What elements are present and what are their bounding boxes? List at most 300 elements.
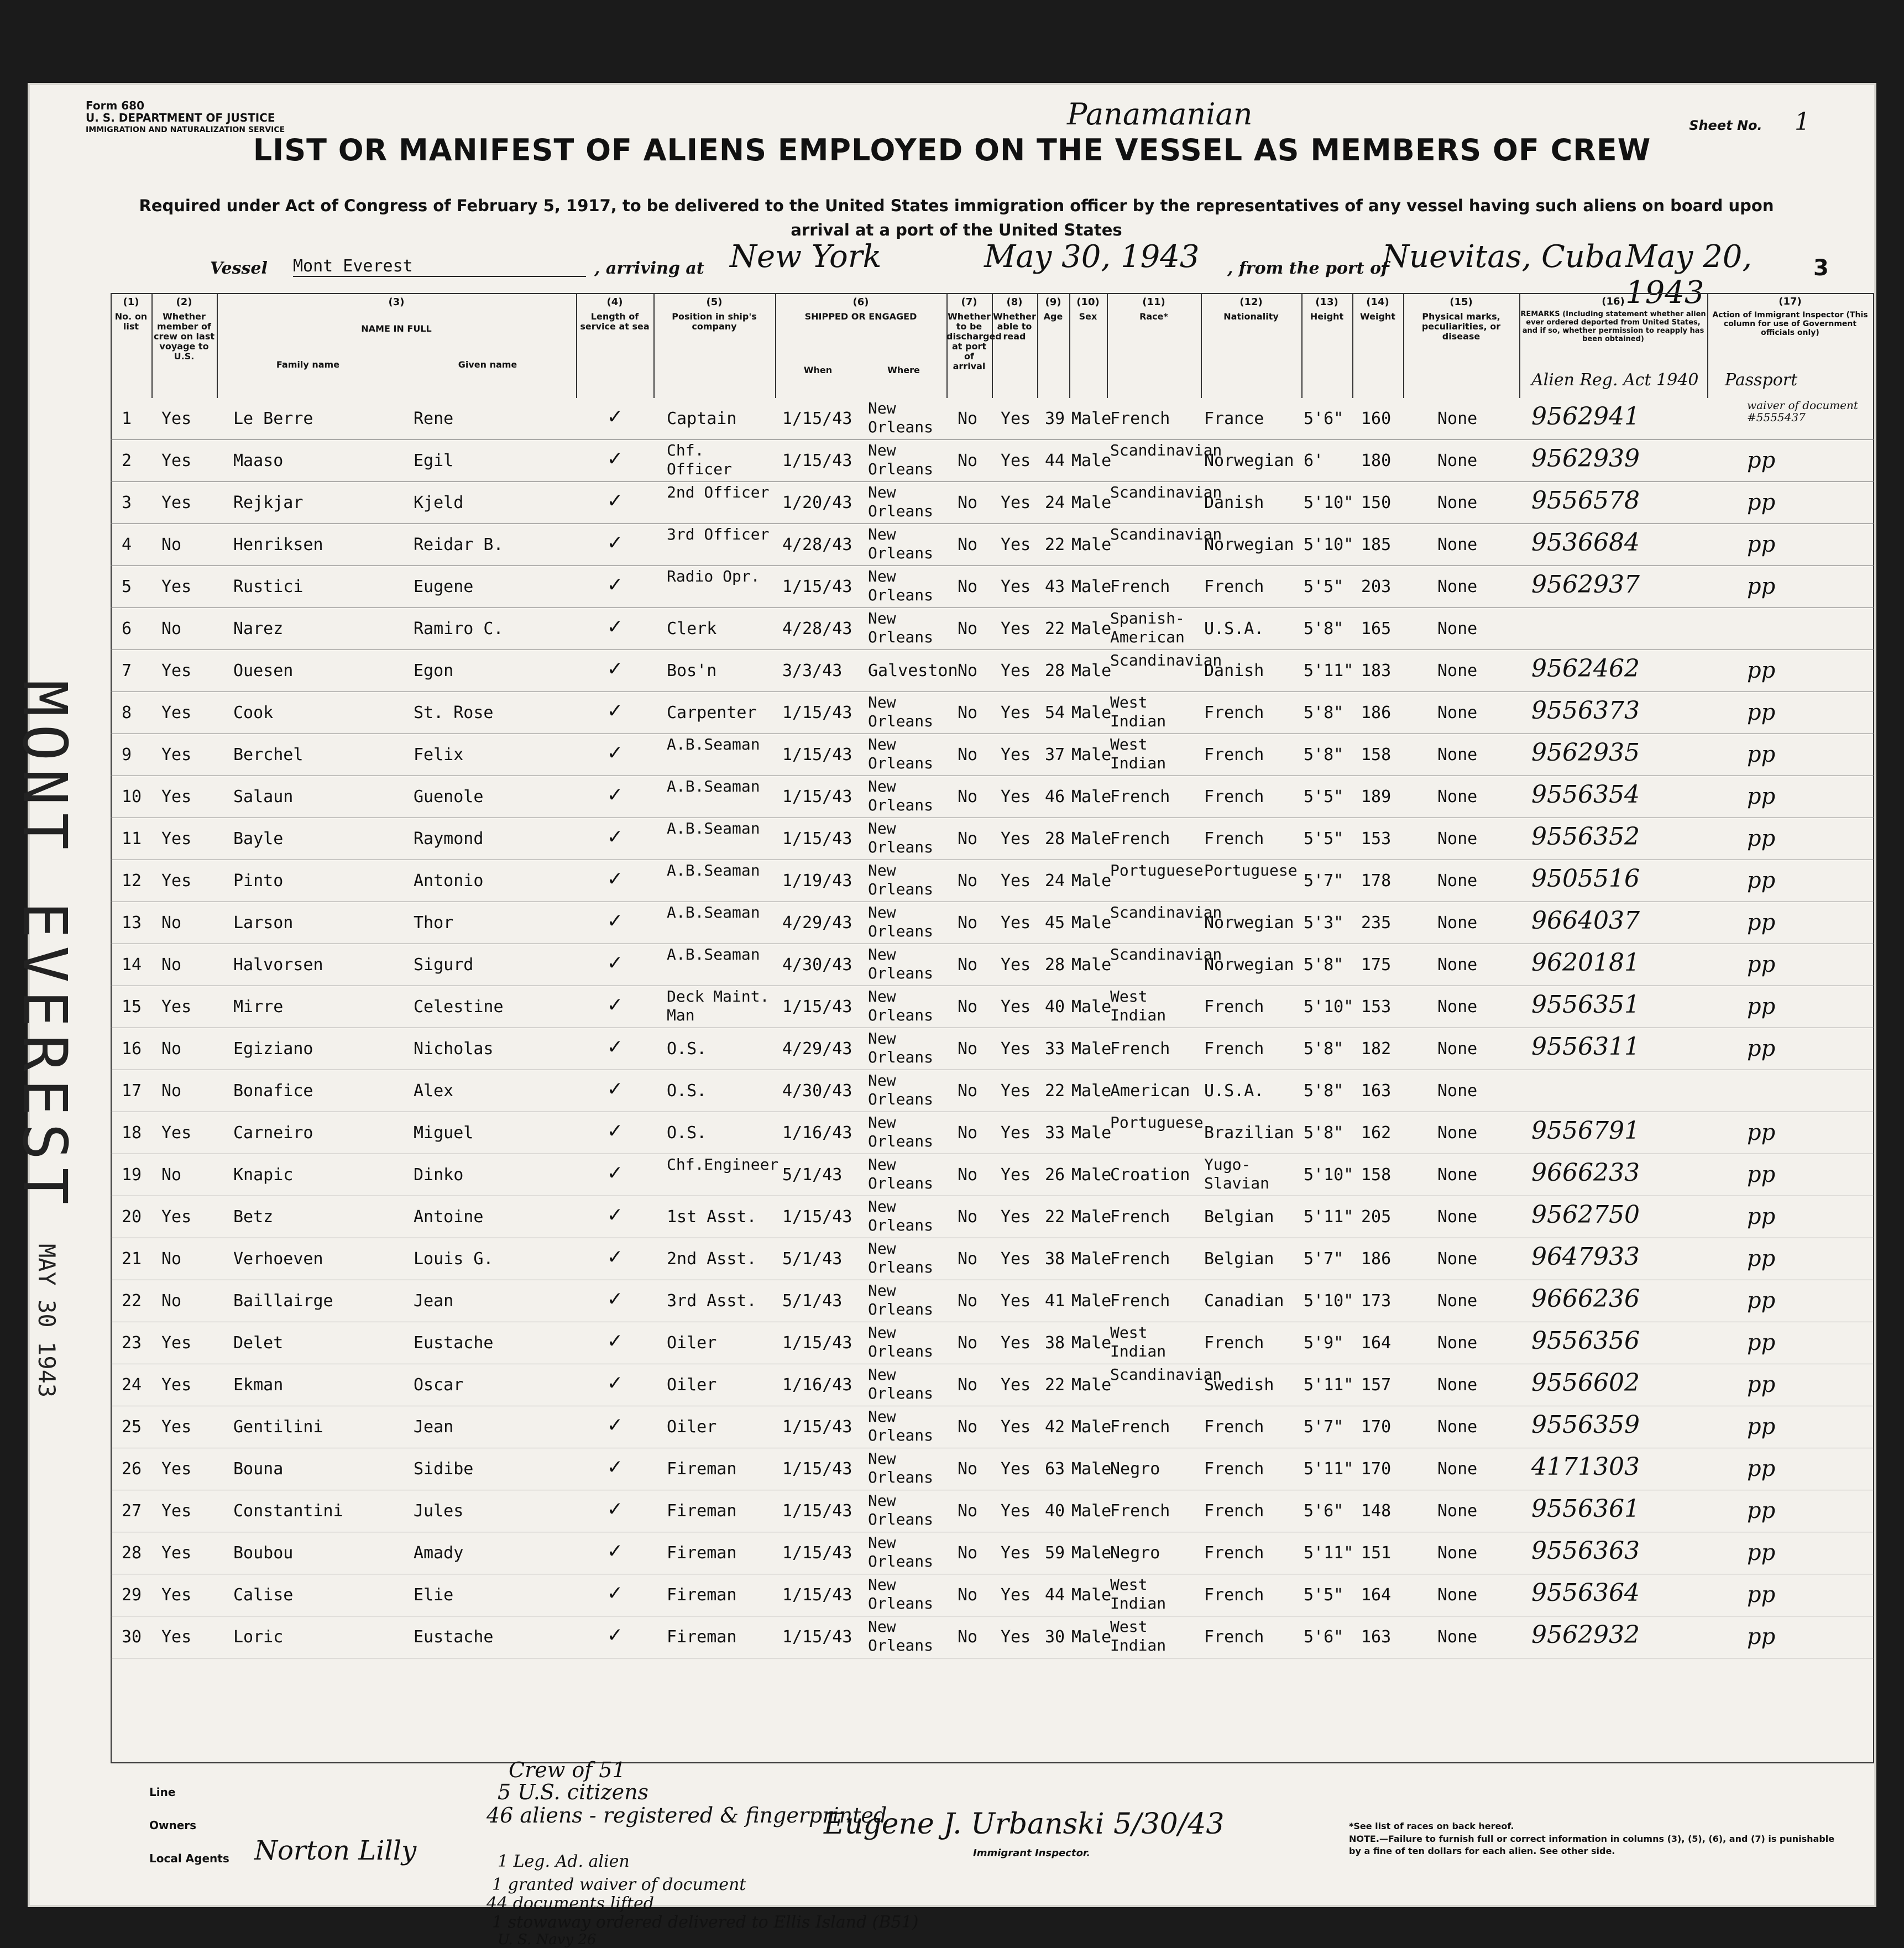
cell-ht: 5'8" (1304, 1081, 1344, 1101)
cell-when: 5/1/43 (782, 1249, 843, 1269)
cell-nat: Danish (1204, 661, 1264, 680)
cell-nat: French (1204, 703, 1264, 722)
cell-ht: 5'5" (1304, 829, 1344, 849)
cell-rem: 9562932 (1531, 1621, 1640, 1649)
cell-when: 4/29/43 (782, 913, 852, 933)
cell-read: Yes (1001, 619, 1031, 638)
cell-wt: 175 (1361, 955, 1392, 975)
cell-act: pp (1747, 1246, 1776, 1271)
service-check-icon: ✓ (608, 1454, 622, 1479)
cell-giv: St. Rose (414, 703, 494, 722)
cell-age: 28 (1045, 829, 1065, 849)
cell-fam: Egiziano (233, 1039, 313, 1059)
cell-no: 5 (122, 577, 132, 596)
cell-ht: 5'3" (1304, 913, 1344, 933)
cell-giv: Jean (414, 1417, 454, 1437)
cell-read: Yes (1001, 787, 1031, 807)
crew-note: 44 documents lifted (487, 1894, 654, 1913)
service-check-icon: ✓ (608, 1160, 622, 1185)
service-check-icon: ✓ (608, 614, 622, 639)
service-check-icon: ✓ (608, 488, 622, 513)
cell-sex: Male (1071, 1543, 1112, 1563)
cell-dis: No (958, 829, 978, 849)
cell-wt: 182 (1361, 1039, 1392, 1059)
cell-giv: Ramiro C. (414, 619, 504, 638)
crew-note: Crew of 51 (509, 1758, 626, 1782)
cell-fam: Le Berre (233, 409, 313, 428)
cell-where: New Orleans (868, 1155, 934, 1192)
cell-giv: Oscar (414, 1375, 464, 1395)
service-check-icon: ✓ (608, 1328, 622, 1353)
cell-act: pp (1747, 490, 1776, 515)
cell-pos: 2nd Asst. (667, 1249, 757, 1269)
cell-dis: No (958, 1501, 978, 1521)
local-agents-value: Norton Lilly (254, 1835, 417, 1866)
cell-where: New Orleans (868, 693, 934, 730)
cell-dis: No (958, 619, 978, 638)
cell-act: pp (1747, 952, 1776, 977)
cell-race: West Indian (1110, 1617, 1167, 1654)
table-row (111, 1364, 1874, 1406)
cell-no: 30 (122, 1627, 142, 1647)
cell-read: Yes (1001, 1459, 1031, 1479)
cell-sex: Male (1071, 829, 1112, 849)
table-row (111, 1070, 1874, 1112)
cell-when: 5/1/43 (782, 1165, 843, 1185)
cell-fam: Baillairge (233, 1291, 333, 1311)
table-row (111, 944, 1874, 986)
cell-nat: U.S.A. (1204, 1081, 1264, 1101)
cell-nat: Norwegian (1204, 535, 1294, 554)
cell-read: Yes (1001, 997, 1031, 1017)
cell-marks: None (1437, 1417, 1478, 1437)
cell-race: Scandinavian (1110, 651, 1222, 669)
vessel-nationality: Panamanian (1067, 97, 1253, 132)
cell-rem: 9536684 (1531, 528, 1640, 557)
cell-ht: 6' (1304, 451, 1324, 470)
table-row (111, 482, 1874, 524)
cell-when: 4/28/43 (782, 535, 852, 554)
cell-last: Yes (161, 1123, 192, 1143)
table-row (111, 902, 1874, 944)
cell-pos: Captain (667, 409, 737, 428)
service-check-icon: ✓ (608, 1034, 622, 1059)
cell-nat: Norwegian (1204, 955, 1294, 975)
cell-rem: 4171303 (1531, 1453, 1640, 1481)
cell-no: 4 (122, 535, 132, 554)
cell-fam: Cook (233, 703, 274, 722)
cell-act: pp (1747, 826, 1776, 851)
cell-fam: Knapic (233, 1165, 294, 1185)
cell-when: 1/15/43 (782, 787, 852, 807)
cell-read: Yes (1001, 913, 1031, 933)
cell-rem: 9556361 (1531, 1495, 1640, 1523)
col-header-service: (4) Length of service at sea (576, 293, 655, 398)
cell-last: Yes (161, 661, 192, 680)
cell-where: New Orleans (868, 525, 934, 562)
cell-nat: Danish (1204, 493, 1264, 512)
cell-age: 54 (1045, 703, 1065, 722)
cell-age: 26 (1045, 1165, 1065, 1185)
cell-pos: A.B.Seaman (667, 903, 760, 921)
cell-rem: 9562462 (1531, 654, 1640, 683)
cell-ht: 5'11" (1304, 661, 1354, 680)
from-port-label: , from the port of (1227, 259, 1389, 278)
cell-marks: None (1437, 913, 1478, 933)
cell-read: Yes (1001, 1165, 1031, 1185)
footer (111, 1758, 1874, 1948)
cell-nat: Canadian (1204, 1291, 1284, 1311)
col-header-race: (11) Race* (1107, 293, 1202, 398)
col-header-read: (8) Whether able to read (992, 293, 1038, 398)
cell-fam: Bonafice (233, 1081, 313, 1101)
cell-race: Scandinavian (1110, 525, 1222, 543)
cell-age: 42 (1045, 1417, 1065, 1437)
table-row (111, 1028, 1874, 1070)
cell-dis: No (958, 1081, 978, 1101)
cell-dis: No (958, 1417, 978, 1437)
cell-giv: Thor (414, 913, 454, 933)
cell-pos: Fireman (667, 1543, 737, 1563)
cell-age: 39 (1045, 409, 1065, 428)
service-check-icon: ✓ (608, 950, 622, 975)
service-check-icon: ✓ (608, 1370, 622, 1395)
col-header-last-voyage: (2) Whether member of crew on last voyage to U.S. (151, 293, 218, 398)
cell-read: Yes (1001, 829, 1031, 849)
cell-dis: No (958, 1039, 978, 1059)
cell-act: pp (1747, 1414, 1776, 1439)
cell-marks: None (1437, 997, 1478, 1017)
cell-marks: None (1437, 451, 1478, 470)
cell-race: West Indian (1110, 735, 1167, 772)
col-header-height: (13) Height (1301, 293, 1353, 398)
cell-act: pp (1747, 742, 1776, 767)
cell-rem: 9562935 (1531, 739, 1640, 767)
cell-when: 3/3/43 (782, 661, 843, 680)
cell-where: New Orleans (868, 819, 934, 856)
cell-wt: 163 (1361, 1627, 1392, 1647)
cell-rem: 9556363 (1531, 1537, 1640, 1565)
arrival-date: May 30, 1943 (984, 239, 1200, 275)
cell-rem: 9556791 (1531, 1117, 1640, 1145)
cell-where: New Orleans (868, 777, 934, 814)
cell-act: pp (1747, 700, 1776, 725)
cell-last: No (161, 1039, 182, 1059)
service-check-icon: ✓ (608, 1118, 622, 1143)
cell-last: Yes (161, 787, 192, 807)
cell-no: 2 (122, 451, 132, 470)
cell-race: Scandinavian (1110, 441, 1222, 459)
cell-sex: Male (1071, 1039, 1112, 1059)
cell-race: Scandinavian (1110, 483, 1222, 501)
cell-wt: 150 (1361, 493, 1392, 512)
cell-no: 11 (122, 829, 142, 849)
cell-pos: Oiler (667, 1333, 717, 1353)
cell-act: pp (1747, 784, 1776, 809)
col-header-age: (9) Age (1037, 293, 1070, 398)
cell-pos: Chf.Engineer (667, 1155, 779, 1174)
cell-no: 1 (122, 409, 132, 428)
cell-pos: Oiler (667, 1417, 717, 1437)
cell-ht: 5'6" (1304, 1501, 1344, 1521)
cell-age: 44 (1045, 1585, 1065, 1605)
cell-dis: No (958, 1165, 978, 1185)
col-header-nationality: (12) Nationality (1201, 293, 1303, 398)
cell-last: No (161, 1081, 182, 1101)
cell-last: No (161, 619, 182, 638)
cell-when: 1/15/43 (782, 997, 852, 1017)
cell-age: 43 (1045, 577, 1065, 596)
table-row (111, 1280, 1874, 1322)
cell-race: West Indian (1110, 1575, 1167, 1612)
cell-nat: French (1204, 1585, 1264, 1605)
table-row (111, 1406, 1874, 1448)
cell-ht: 5'7" (1304, 1417, 1344, 1437)
cell-ht: 5'5" (1304, 787, 1344, 807)
cell-rem: 9556354 (1531, 781, 1640, 809)
cell-read: Yes (1001, 703, 1031, 722)
cell-rem: 9556373 (1531, 697, 1640, 725)
cell-nat: French (1204, 1627, 1264, 1647)
cell-age: 37 (1045, 745, 1065, 764)
cell-ht: 5'8" (1304, 745, 1344, 764)
cell-nat: French (1204, 1459, 1264, 1479)
col-header-discharged: (7) Whether to be discharged at port of arrival (946, 293, 993, 398)
cell-sex: Male (1071, 1249, 1112, 1269)
cell-rem: 9556602 (1531, 1369, 1640, 1397)
cell-last: Yes (161, 1333, 192, 1353)
cell-race: French (1110, 787, 1170, 807)
cell-pos: Oiler (667, 1375, 717, 1395)
cell-dis: No (958, 1333, 978, 1353)
cell-dis: No (958, 913, 978, 933)
subtitle: Required under Act of Congress of February 5, 1917, to be delivered to the United States immigration officer by the representatives of any vessel having such aliens on board upon arrival at a port of the United States (139, 196, 1774, 239)
cell-fam: Ouesen (233, 661, 294, 680)
owners-label: Owners (149, 1819, 197, 1832)
cell-age: 40 (1045, 997, 1065, 1017)
cell-rem: 9556352 (1531, 823, 1640, 851)
cell-wt: 203 (1361, 577, 1392, 596)
cell-race: French (1110, 577, 1170, 596)
cell-sex: Male (1071, 1459, 1112, 1479)
cell-pos: Fireman (667, 1459, 737, 1479)
form-header (86, 100, 285, 136)
sheet-value: 1 (1795, 108, 1810, 136)
cell-marks: None (1437, 1291, 1478, 1311)
cell-giv: Celestine (414, 997, 504, 1017)
cell-ht: 5'10" (1304, 1291, 1354, 1311)
cell-read: Yes (1001, 871, 1031, 891)
cell-rem: 9556359 (1531, 1411, 1640, 1439)
cell-when: 5/1/43 (782, 1291, 843, 1311)
cell-nat: Brazilian (1204, 1123, 1294, 1143)
cell-wt: 235 (1361, 913, 1392, 933)
cell-when: 1/15/43 (782, 703, 852, 722)
penalty-note: NOTE.—Failure to furnish full or correct information in columns (3), (5), (6), and (7) is punishable by a fine of ten dollars for each alien. See other side. (1349, 1834, 1835, 1856)
cell-wt: 160 (1361, 409, 1392, 428)
cell-rem: 9666233 (1531, 1159, 1640, 1187)
cell-no: 24 (122, 1375, 142, 1395)
cell-where: New Orleans (868, 1533, 934, 1570)
cell-no: 8 (122, 703, 132, 722)
cell-wt: 158 (1361, 745, 1392, 764)
cell-ht: 5'8" (1304, 703, 1344, 722)
cell-dis: No (958, 745, 978, 764)
cell-race: Spanish-American (1110, 609, 1185, 646)
cell-marks: None (1437, 1585, 1478, 1605)
table-row (111, 1490, 1874, 1532)
cell-sex: Male (1071, 535, 1112, 554)
cell-age: 28 (1045, 661, 1065, 680)
cell-rem: 9556364 (1531, 1579, 1640, 1607)
table-row (111, 1112, 1874, 1154)
table-row (111, 524, 1874, 566)
cell-marks: None (1437, 493, 1478, 512)
cell-dis: No (958, 1459, 978, 1479)
cell-race: French (1110, 1417, 1170, 1437)
cell-dis: No (958, 1543, 978, 1563)
cell-fam: Narez (233, 619, 284, 638)
cell-last: Yes (161, 1627, 192, 1647)
cell-ht: 5'7" (1304, 871, 1344, 891)
cell-read: Yes (1001, 1123, 1031, 1143)
col-header-name: (3) NAME IN FULL (217, 293, 577, 398)
table-row (111, 650, 1874, 692)
cell-marks: None (1437, 577, 1478, 596)
cell-sex: Male (1071, 913, 1112, 933)
cell-last: Yes (161, 829, 192, 849)
cell-read: Yes (1001, 661, 1031, 680)
cell-no: 27 (122, 1501, 142, 1521)
line-label: Line (149, 1785, 176, 1799)
cell-last: Yes (161, 1417, 192, 1437)
arriving-label: , arriving at (594, 259, 704, 278)
cell-read: Yes (1001, 1627, 1031, 1647)
cell-wt: 162 (1361, 1123, 1392, 1143)
crew-note: 46 aliens - registered & fingerprinted (487, 1803, 887, 1827)
cell-marks: None (1437, 955, 1478, 975)
cell-age: 22 (1045, 1081, 1065, 1101)
vessel-stamp: MONT EVEREST (9, 680, 80, 1212)
table-row (111, 1196, 1874, 1238)
inspector-label: Immigrant Inspector. (973, 1847, 1091, 1859)
cell-sex: Male (1071, 1501, 1112, 1521)
cell-race: Portuguese (1110, 1113, 1204, 1132)
cell-sex: Male (1071, 1627, 1112, 1647)
service-check-icon: ✓ (608, 572, 622, 597)
cell-marks: None (1437, 409, 1478, 428)
table-row (111, 860, 1874, 902)
cell-wt: 153 (1361, 829, 1392, 849)
cell-sex: Male (1071, 787, 1112, 807)
cell-nat: Portuguese (1204, 861, 1298, 879)
cell-act: pp (1747, 1582, 1776, 1607)
cell-fam: Rustici (233, 577, 304, 596)
cell-giv: Dinko (414, 1165, 464, 1185)
cell-where: New Orleans (868, 1029, 934, 1066)
cell-ht: 5'10" (1304, 997, 1354, 1017)
cell-pos: 2nd Officer (667, 483, 770, 501)
cell-when: 4/28/43 (782, 619, 852, 638)
cell-when: 4/30/43 (782, 1081, 852, 1101)
cell-where: New Orleans (868, 441, 934, 478)
cell-ht: 5'8" (1304, 1039, 1344, 1059)
cell-pos: A.B.Seaman (667, 945, 760, 963)
cell-marks: None (1437, 1207, 1478, 1227)
vessel-label: Vessel (210, 259, 268, 278)
service-check-icon: ✓ (608, 1622, 622, 1647)
cell-when: 1/20/43 (782, 493, 852, 512)
cell-marks: None (1437, 661, 1478, 680)
cell-act: pp (1747, 1036, 1776, 1061)
cell-giv: Eustache (414, 1333, 494, 1353)
cell-marks: None (1437, 1249, 1478, 1269)
crew-note: U. S. Navy 26 (498, 1931, 597, 1948)
cell-where: New Orleans (868, 861, 934, 898)
cell-act: pp (1747, 1288, 1776, 1313)
col-header-action: (17) Action of Immigrant Inspector (This column for use of Government officials only) (1712, 296, 1868, 337)
cell-pos: 3rd Asst. (667, 1291, 757, 1311)
cell-age: 45 (1045, 913, 1065, 933)
cell-pos: O.S. (667, 1123, 707, 1143)
cell-marks: None (1437, 787, 1478, 807)
cell-dis: No (958, 1249, 978, 1269)
cell-where: New Orleans (868, 1323, 934, 1360)
cell-when: 1/15/43 (782, 745, 852, 764)
cell-pos: Bos'n (667, 661, 717, 680)
cell-wt: 186 (1361, 1249, 1392, 1269)
cell-sex: Male (1071, 577, 1112, 596)
cell-race: French (1110, 1039, 1170, 1059)
cell-read: Yes (1001, 1333, 1031, 1353)
cell-wt: 148 (1361, 1501, 1392, 1521)
cell-age: 22 (1045, 535, 1065, 554)
cell-giv: Antonio (414, 871, 484, 891)
cell-rem: 9556351 (1531, 991, 1640, 1019)
cell-no: 26 (122, 1459, 142, 1479)
cell-read: Yes (1001, 955, 1031, 975)
cell-race: French (1110, 1291, 1170, 1311)
table-row (111, 440, 1874, 482)
cell-act: pp (1747, 1330, 1776, 1355)
col-header-remarks: (16) REMARKS (Including statement whether alien ever ordered deported from United States, and if so, whether permission to reapply has been obtained) (1519, 293, 1708, 398)
cell-no: 10 (122, 787, 142, 807)
cell-giv: Sigurd (414, 955, 474, 975)
cell-wt: 164 (1361, 1333, 1392, 1353)
cell-ht: 5'6" (1304, 1627, 1344, 1647)
cell-sex: Male (1071, 451, 1112, 470)
cell-act: pp (1747, 994, 1776, 1019)
service-check-icon: ✓ (608, 782, 622, 807)
cell-act: pp (1747, 1456, 1776, 1481)
cell-dis: No (958, 1627, 978, 1647)
cell-where: New Orleans (868, 1197, 934, 1234)
cell-dis: No (958, 1123, 978, 1143)
cell-wt: 151 (1361, 1543, 1392, 1563)
cell-nat: Yugo-Slavian (1204, 1155, 1270, 1192)
cell-race: Negro (1110, 1459, 1160, 1479)
service-check-icon: ✓ (608, 1538, 622, 1563)
col-header-when: When (803, 365, 833, 375)
cell-race: French (1110, 1501, 1170, 1521)
cell-wt: 163 (1361, 1081, 1392, 1101)
cell-fam: Larson (233, 913, 294, 933)
cell-no: 23 (122, 1333, 142, 1353)
cell-wt: 157 (1361, 1375, 1392, 1395)
cell-pos: A.B.Seaman (667, 819, 760, 837)
cell-marks: None (1437, 1627, 1478, 1647)
cell-rem: 9562939 (1531, 444, 1640, 473)
